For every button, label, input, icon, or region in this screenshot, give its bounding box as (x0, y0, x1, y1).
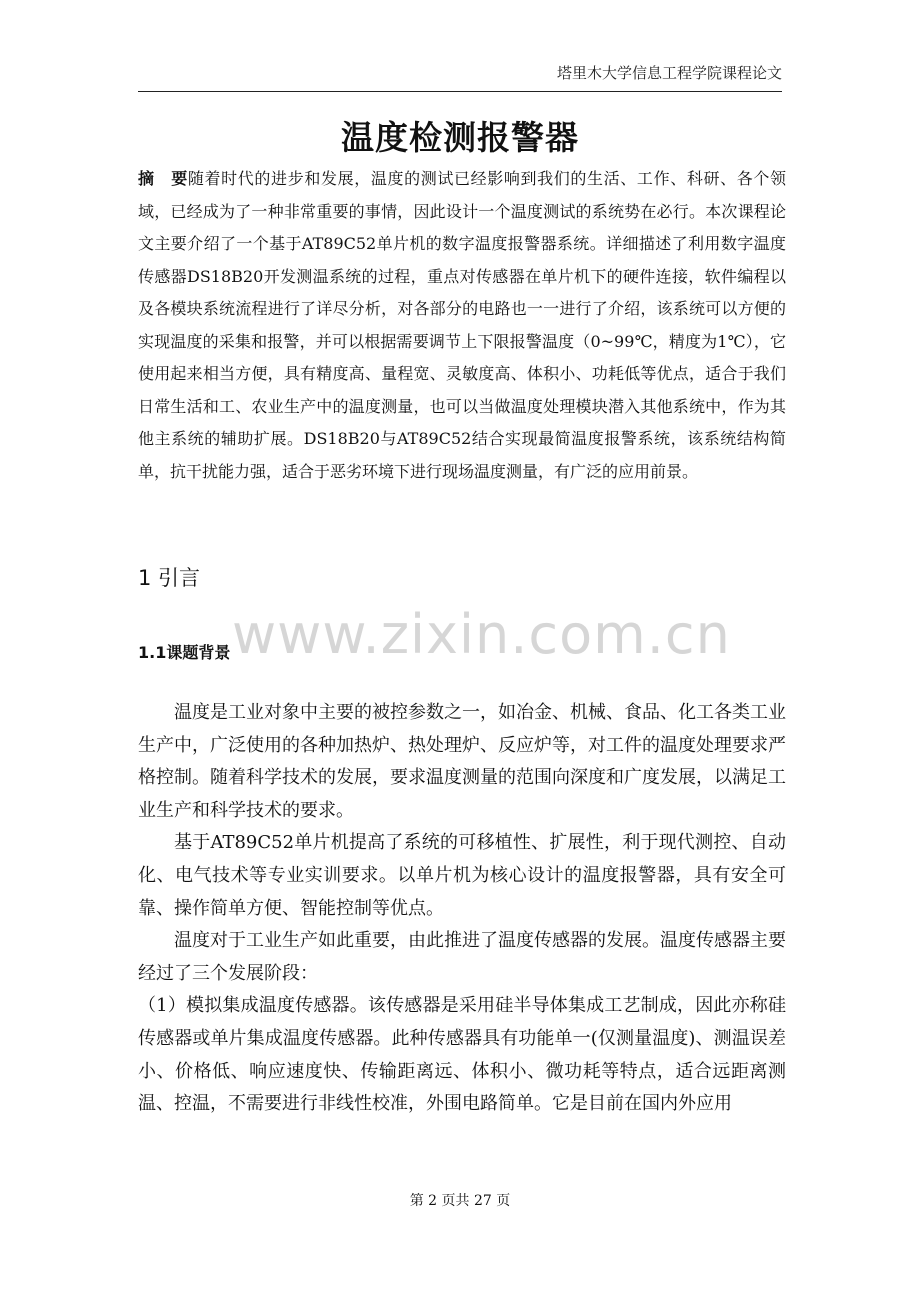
watermark: www.zixin.com.cn (232, 603, 731, 666)
section-1-heading: 1 引言 (138, 566, 201, 590)
body-text (138, 697, 786, 1121)
running-header: 塔里木大学信息工程学院课程论文 (138, 62, 782, 92)
paragraph: （1）模拟集成温度传感器。该传感器是采用硅半导体集成工艺制成，因此亦称硅传感器或单片集成温度传感器。此种传感器具有功能单一(仅测量温度)、测温误差小、价格低、响应速度快、传输距离远、体积小、微功耗等特点，适合远距离测温、控温，不需要进行非线性校准，外围电路简单。它是目前在国内外应用 (138, 995, 786, 1115)
page-footer: 第 2 页共 27 页 (409, 1193, 511, 1209)
paragraph: 基于AT89C52单片机提高了系统的可移植性、扩展性，利于现代测控、自动化、电气技术等专业实训要求。以单片机为核心设计的温度报警器，具有安全可靠、操作简单方便、智能控制等优点。 (138, 832, 786, 919)
abstract-label: 摘 要 (138, 169, 188, 188)
section-1-1-heading: 1.1课题背景 (138, 643, 231, 662)
abstract (138, 163, 786, 488)
paragraph: 温度对于工业生产如此重要，由此推进了温度传感器的发展。温度传感器主要经过了三个发展阶段： (138, 930, 786, 984)
abstract-text: 随着时代的进步和发展，温度的测试已经影响到我们的生活、工作、科研、各个领域，已经成为了一种非常重要的事情，因此设计一个温度测试的系统势在必行。本次课程论文主要介绍了一个基于AT89C52单片机的数字温度报警器系统。详细描述了利用数字温度传感器DS18B20开发测温系统的过程，重点对传感器在单片机下的硬件连接，软件编程以及各模块系统流程进行了详尽分析，对各部分的电路也一一进行了介绍，该系统可以方便的实现温度的采集和报警，并可以根据需要调节上下限报警温度（0~99℃，精度为1℃），它使用起来相当方便，具有精度高、量程宽、灵敏度高、体积小、功耗低等优点，适合于我们日常生活和工、农业生产中的温度测量，也可以当做温度处理模块潜入其他系统中，作为其他主系统的辅助扩展。DS18B20与AT89C52结合实现最简温度报警系统，该系统结构简单，抗干扰能力强，适合于恶劣环境下进行现场温度测量，有广泛的应用前景。 (138, 169, 786, 481)
paragraph: 温度是工业对象中主要的被控参数之一，如冶金、机械、食品、化工各类工业生产中，广泛使用的各种加热炉、热处理炉、反应炉等，对工件的温度处理要求严格控制。随着科学技术的发展，要求温度测量的范围向深度和广度发展，以满足工业生产和科学技术的要求。 (138, 702, 786, 821)
paper-title: 温度检测报警器 (341, 118, 579, 157)
